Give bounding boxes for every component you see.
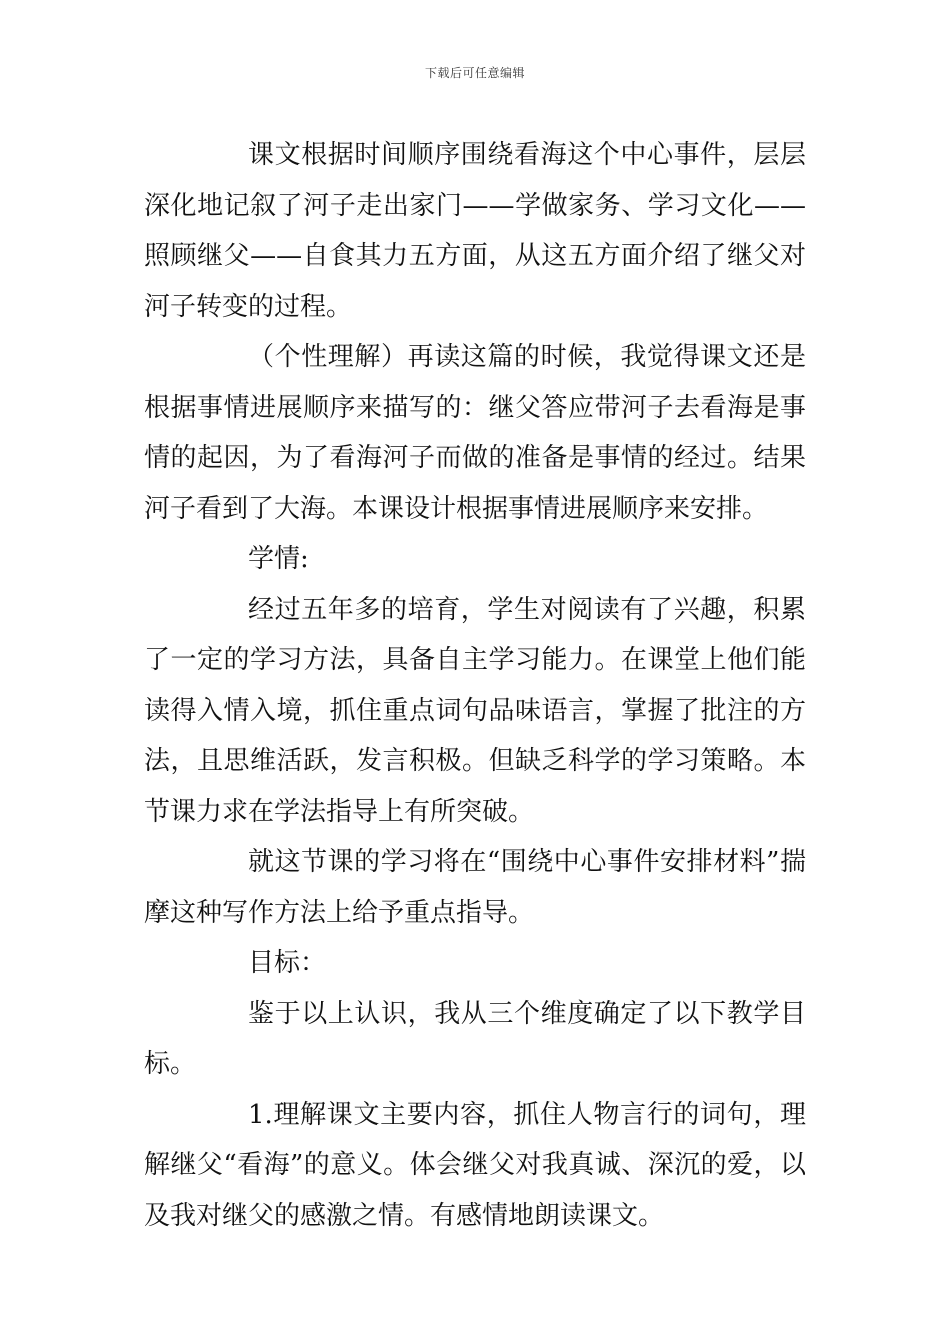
paragraph-objectives-intro: 鉴于以上认识，我从三个维度确定了以下教学目标。 bbox=[144, 998, 806, 1079]
page-header: 下载后可任意编辑 bbox=[424, 66, 525, 80]
paragraph-student-analysis: 经过五年多的培育，学生对阅读有了兴趣，积累了一定的学习方法，具备自主学习能力。在课堂上他们能读得入情入境，抓住重点词句品味语言，掌握了批注的方法，且思维活跃，发言积极。但缺乏科学的学习策略。本节课力求在学法指导上有所突破。 bbox=[144, 594, 806, 827]
heading-objectives: 目标： bbox=[248, 948, 327, 978]
paragraph-focus-guidance: 就这节课的学习将在“围绕中心事件安排材料”揣摩这种写作方法上给予重点指导。 bbox=[144, 847, 806, 928]
paragraph-personal-understanding: （个性理解）再读这篇的时候，我觉得课文还是根据事情进展顺序来描写的：继父答应带河子去看海是事情的起因，为了看海河子而做的准备是事情的经过。结果河子看到了大海。本课设计根据事情进展顺序来安排。 bbox=[144, 342, 806, 524]
document-body bbox=[144, 130, 806, 1241]
paragraph-structure: 课文根据时间顺序围绕看海这个中心事件，层层深化地记叙了河子走出家门——学做家务、学习文化——照顾继父——自食其力五方面，从这五方面介绍了继父对河子转变的过程。 bbox=[144, 140, 806, 322]
heading-learning-situation: 学情: bbox=[248, 544, 309, 574]
paragraph-objective-1: 1.理解课文主要内容，抓住人物言行的词句，理解继父“看海”的意义。体会继父对我真诚、深沉的爱，以及我对继父的感激之情。有感情地朗读课文。 bbox=[144, 1099, 806, 1231]
